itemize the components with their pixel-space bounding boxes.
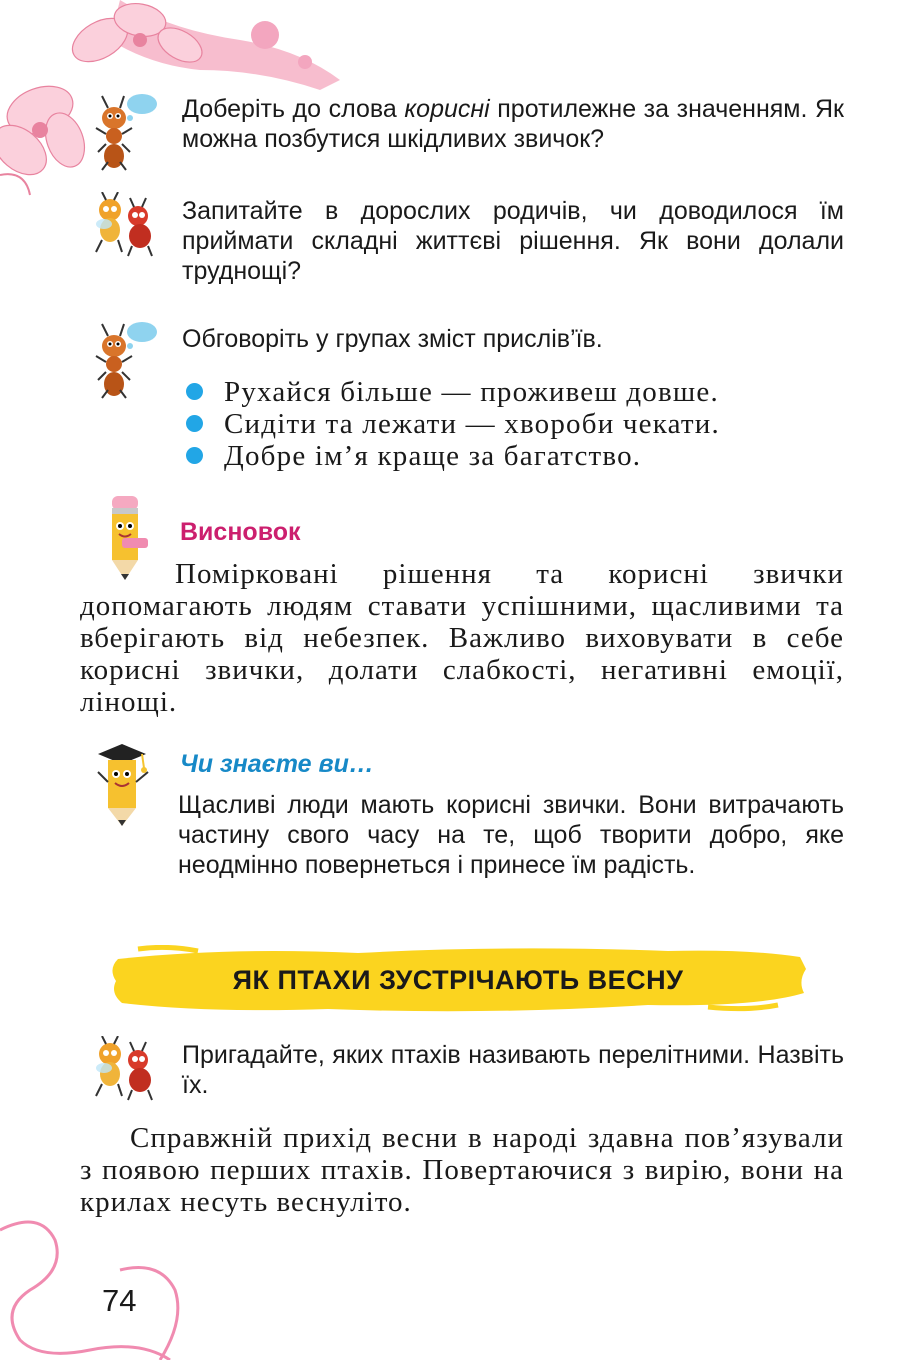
- task-ask-parents: Запитайте в дорослих родичів, чи доводилося їм приймати складні життєві рішення. Як вони долали труднощі?: [182, 197, 844, 285]
- task-opposite-text-after: протилежне за значенням. Як можна позбутися шкідливих звичок?: [182, 95, 844, 153]
- proverb-text: Сидіти та лежати — хвороби чекати.: [224, 408, 720, 440]
- page-number: 74: [102, 1283, 137, 1318]
- list-item: [186, 408, 720, 440]
- ant-thinking-icon: [92, 90, 162, 172]
- section-title-banner: [108, 945, 808, 1015]
- section-text: Справжній прихід весни в народі здавна пов’язували з появою перших птахів. Повертаючися з вирію, вони на крилах несуть веснуліто.: [80, 1122, 844, 1218]
- list-item: [186, 440, 720, 472]
- bullet-dot-icon: [186, 415, 203, 432]
- section-title: ЯК ПТАХИ ЗУСТРІЧАЮТЬ ВЕСНУ: [232, 965, 684, 995]
- two-ants-icon: [90, 192, 160, 258]
- conclusion-text: Помірковані рішення та корисні звички допомагають людям ставати успішними, щасливими та вберігають від небезпек. Важливо виховувати в себе корисні звички, долати слабкості, негативні емоції, лінощі.: [80, 558, 844, 718]
- did-you-know-heading: Чи знаєте ви…: [180, 750, 374, 778]
- did-you-know-text: Щасливі люди мають корисні звички. Вони витрачають частину свого часу на те, щоб творити добро, яке неодмінно повернеться і принесе їм радість.: [178, 791, 844, 879]
- conclusion-heading: Висновок: [180, 518, 301, 546]
- proverb-text: Добре ім’я краще за багатство.: [224, 440, 642, 472]
- proverb-text: Рухайся більше — проживеш довше.: [224, 376, 719, 408]
- bullet-dot-icon: [186, 383, 203, 400]
- two-ants-icon: [90, 1036, 160, 1102]
- task-proverbs-intro: Обговоріть у групах зміст прислів’їв.: [182, 325, 603, 353]
- task-opposite-text-before: Доберіть до слова: [182, 95, 405, 123]
- task-keyword: корисні: [404, 95, 490, 123]
- graduate-pencil-icon: [92, 742, 154, 828]
- task-migratory-birds: Пригадайте, яких птахів називають перелітними. Назвіть їх.: [182, 1041, 844, 1099]
- proverbs-list: [186, 376, 720, 472]
- list-item: [186, 376, 720, 408]
- ant-thinking-icon: [92, 318, 162, 400]
- pink-swirl-decoration: [0, 1210, 200, 1360]
- bullet-dot-icon: [186, 447, 203, 464]
- task-opposite-word: [182, 94, 844, 154]
